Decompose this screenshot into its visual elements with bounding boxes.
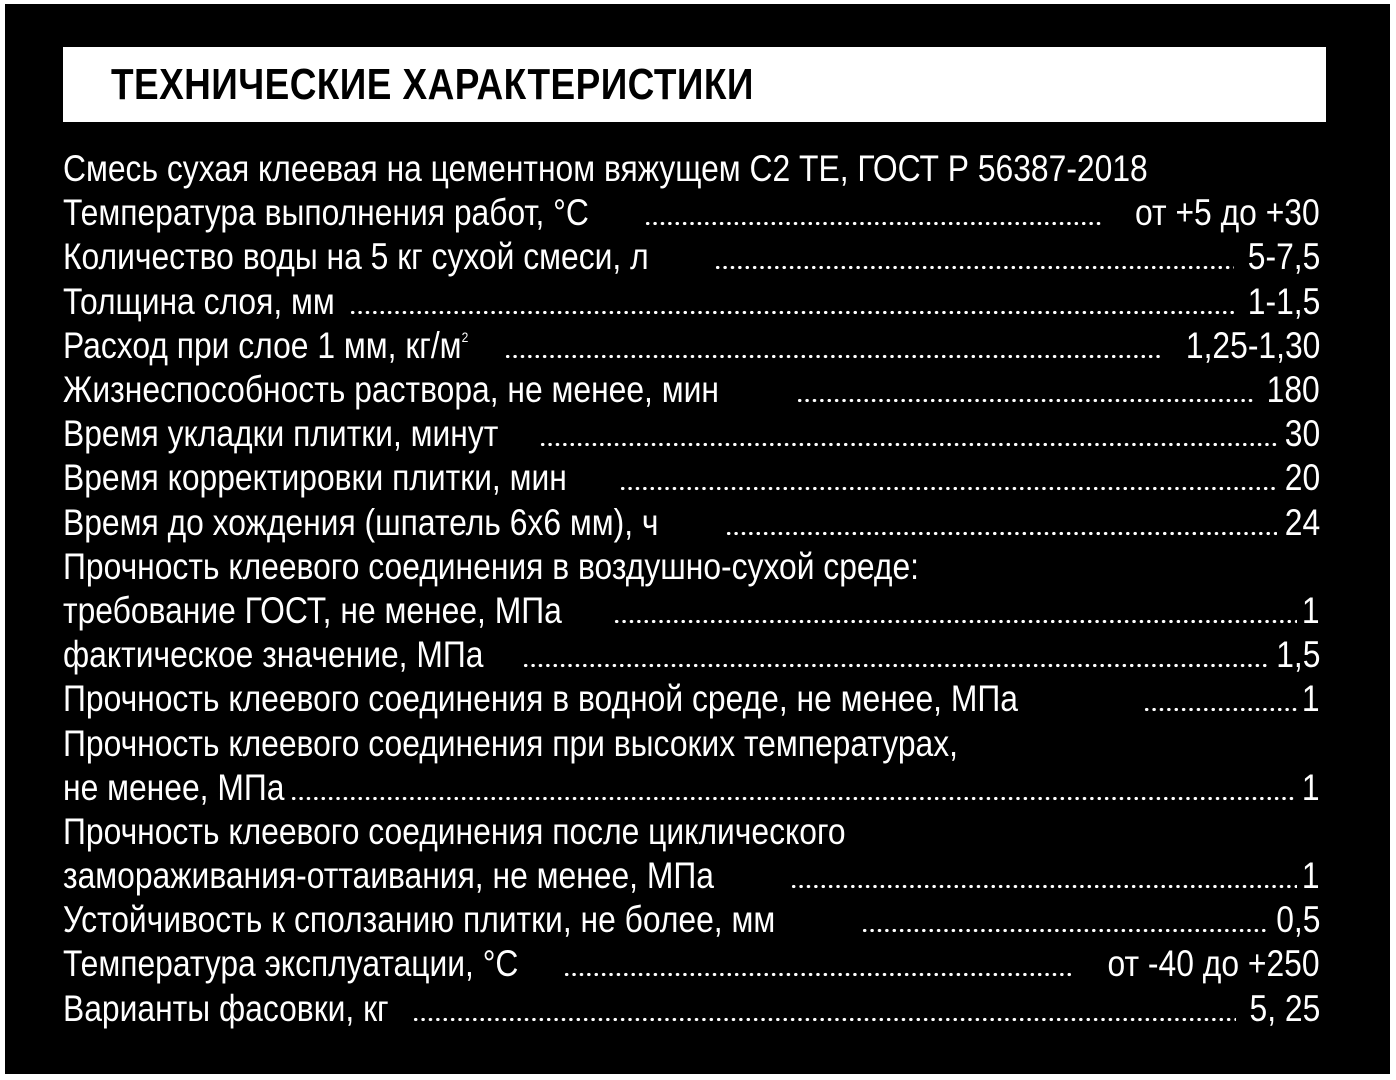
spec-row [63,501,1320,545]
spec-label [63,325,468,367]
spec-label-text: Толщина слоя, мм [63,280,335,322]
spec-label-text: требование ГОСТ, не менее, МПа [63,589,562,631]
spec-value: 1 [1302,855,1320,897]
spec-label-text: замораживания-оттаивания, не менее, МПа [63,855,714,897]
spec-label-text: Время корректировки плитки, мин [63,457,567,499]
dot-leader [412,987,1236,1031]
spec-row [63,368,1320,412]
spec-label [63,192,589,234]
dot-leader [861,898,1266,942]
dot-leader [1143,677,1297,721]
spec-row [63,677,1320,721]
spec-label-text: Прочность клеевого соединения после циклического [63,810,846,852]
spec-label-text: Количество воды на 5 кг сухой смеси, л [63,236,649,278]
spec-label [63,988,389,1030]
spec-label-text: Прочность клеевого соединения в водной среде, не менее, МПа [63,678,1018,720]
spec-row [63,589,1320,633]
spec-row [63,633,1320,677]
spec-label-text: Температура эксплуатации, °С [63,943,519,985]
spec-label [63,590,562,632]
spec-value: 5-7,5 [1247,236,1320,278]
spec-value: 1,5 [1275,634,1320,676]
dot-leader [613,589,1297,633]
spec-label-text: не менее, МПа [63,766,285,808]
spec-label [63,723,958,765]
spec-label [63,457,567,499]
spec-row [63,721,1320,765]
dot-leader [725,501,1276,545]
dot-leader [522,633,1267,677]
dot-leader [619,456,1277,500]
spec-row [63,942,1320,986]
spec-row [63,456,1320,500]
page-title: ТЕХНИЧЕСКИЕ ХАРАКТЕРИСТИКИ [111,60,754,109]
spec-row [63,235,1320,279]
spec-label [63,413,498,455]
specs-list [63,147,1320,1031]
spec-label [63,369,719,411]
spec-value: 1 [1302,766,1320,808]
dot-leader [796,368,1257,412]
spec-label [63,236,649,278]
spec-value: 1 [1302,678,1320,720]
spec-value: 24 [1284,501,1320,543]
spec-value: 1-1,5 [1247,280,1320,322]
spec-label-text: Прочность клеевого соединения в воздушно-сухой среде: [63,545,920,587]
spec-row [63,280,1320,324]
spec-label [63,281,335,323]
spec-value: 20 [1284,457,1320,499]
dot-leader [714,235,1234,279]
spec-row [63,412,1320,456]
spec-label-text: Прочность клеевого соединения при высоких температурах, [63,722,959,764]
dot-leader [644,191,1103,235]
spec-row [63,810,1320,854]
spec-row [63,191,1320,235]
spec-label [63,148,1148,190]
unit-superscript: 2 [461,328,469,345]
spec-label [63,678,1018,720]
spec-label [63,502,658,544]
spec-row [63,987,1320,1031]
spec-label [63,767,284,809]
dot-leader [563,942,1072,986]
spec-label [63,811,846,853]
spec-row [63,147,1320,191]
spec-label-text: Устойчивость к сползанию плитки, не более, мм [63,899,776,941]
spec-label [63,899,775,941]
spec-label-text: фактическое значение, МПа [63,634,484,676]
spec-value: 5, 25 [1249,987,1320,1029]
spec-value: 0,5 [1275,899,1320,941]
spec-label-text: Время укладки плитки, минут [63,413,499,455]
spec-label-text: Смесь сухая клеевая на цементном вяжущем С2 ТЕ, ГОСТ Р 56387-2018 [63,148,1148,190]
spec-row [63,766,1320,810]
spec-label-text: Варианты фасовки, кг [63,987,389,1029]
spec-label [63,855,714,897]
spec-label-text: Время до хождения (шпатель 6х6 мм), ч [63,501,659,543]
dot-leader [504,324,1161,368]
spec-label [63,546,919,588]
spec-row [63,324,1320,368]
spec-row [63,898,1320,942]
dot-leader [290,766,1297,810]
spec-label-text: Расход при слое 1 мм, кг/м [63,324,462,366]
spec-value: от -40 до +250 [1107,943,1320,985]
spec-value: 1,25-1,30 [1185,324,1320,366]
spec-label [63,634,483,676]
spec-label [63,943,518,985]
spec-value: 1 [1302,589,1320,631]
dot-leader [539,412,1277,456]
spec-row [63,854,1320,898]
spec-label-text: Температура выполнения работ, °С [63,192,589,234]
dot-leader [790,854,1298,898]
spec-row [63,545,1320,589]
dot-leader [349,280,1234,324]
spec-label-text: Жизнеспособность раствора, не менее, мин [63,369,719,411]
title-bar [63,47,1326,122]
spec-value: 30 [1284,413,1320,455]
spec-value: 180 [1266,369,1320,411]
spec-value: от +5 до +30 [1135,192,1320,234]
